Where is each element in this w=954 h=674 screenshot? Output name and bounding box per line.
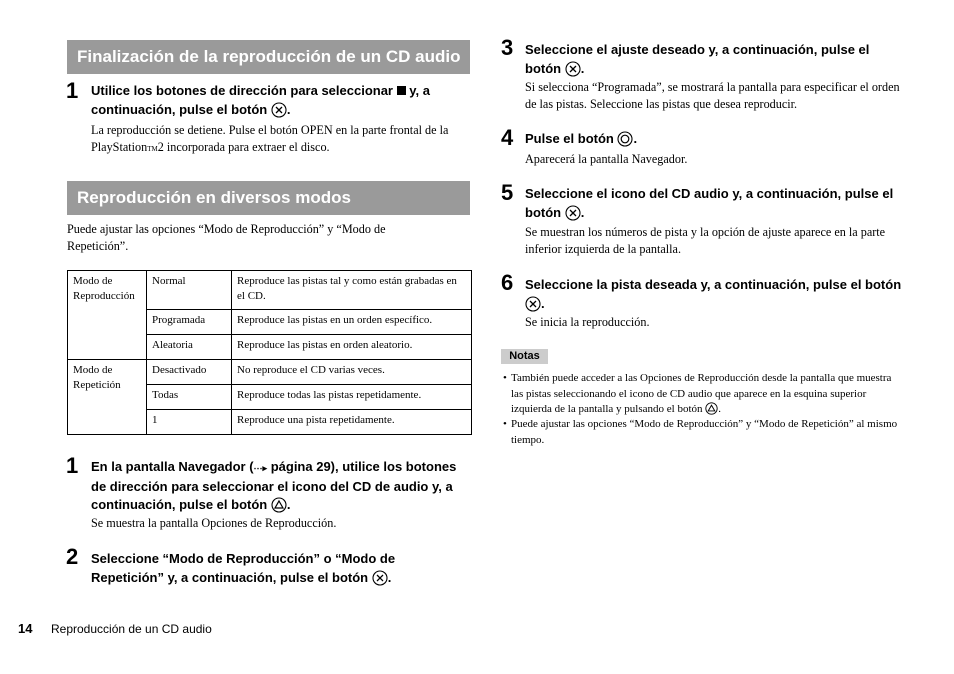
modes-table — [67, 270, 472, 435]
step-title: Utilice los botones de dirección para seleccionar y, a continuación, pulse el botón . — [91, 82, 471, 123]
step-title: Seleccione el ajuste deseado y, a continuación, pulse el botón . — [525, 41, 905, 82]
option-name: Todas — [147, 385, 232, 410]
cross-button-icon — [565, 205, 581, 227]
cross-button-icon — [372, 570, 388, 592]
page-number: 14 — [18, 621, 33, 636]
step-body: Aparecerá la pantalla Navegador. — [525, 152, 688, 166]
step-body: Se muestra la pantalla Opciones de Reproducción. — [91, 516, 337, 530]
step-title: Seleccione “Modo de Reproducción” o “Modo de Repetición” y, a continuación, pulse el botón . — [91, 550, 471, 591]
section-heading-text: Reproducción en diversos modos — [77, 188, 351, 207]
step-title: Pulse el botón . — [525, 130, 905, 153]
step-number: 3 — [501, 35, 514, 60]
circle-button-icon — [617, 131, 633, 153]
footer-title: Reproducción de un CD audio — [51, 622, 212, 636]
table-row — [68, 360, 472, 385]
option-name: Normal — [147, 271, 232, 310]
note-item: • Puede ajustar las opciones “Modo de Reproducción” y “Modo de Repetición” al mismo tiempo. — [503, 418, 898, 446]
step-body: Se inicia la reproducción. — [525, 315, 650, 329]
group-label: Modo de Reproducción — [68, 271, 147, 360]
step-title: Seleccione la pista deseada y, a continuación, pulse el botón . — [525, 276, 910, 317]
section-heading-finalizacion — [67, 40, 470, 74]
step-number: 5 — [501, 180, 514, 205]
step-number: 1 — [66, 453, 79, 478]
note-bullet: • — [503, 418, 507, 430]
group-label: Modo de Repetición — [68, 360, 147, 435]
step-body: Se muestran los números de pista y la opción de ajuste aparece en la parte inferior izquierda de la pantalla. — [525, 225, 886, 256]
option-name: Desactivado — [147, 360, 232, 385]
option-desc: No reproduce el CD varias veces. — [232, 360, 472, 385]
option-name: Programada — [147, 310, 232, 335]
option-desc: Reproduce todas las pistas repetidamente. — [232, 385, 472, 410]
step-number: 6 — [501, 270, 514, 295]
trademark: TM — [147, 144, 158, 153]
option-name: Aleatoria — [147, 335, 232, 360]
step-body: Si selecciona “Programada”, se mostrará la pantalla para especificar el orden de las pistas. Seleccione las pistas que desea reproducir. — [525, 80, 900, 111]
step-title: En la pantalla Navegador (⋯▸ página 29), utilice los botones de dirección para seleccionar el icono del CD de audio y, a continuación, pulse el botón . — [91, 458, 471, 519]
option-desc: Reproduce las pistas tal y como están grabadas en el CD. — [232, 271, 472, 310]
note-bullet: • — [503, 372, 507, 384]
step-number: 1 — [66, 78, 79, 103]
section-heading-modos — [67, 181, 470, 215]
table-row — [68, 271, 472, 310]
section-heading-text: Finalización de la reproducción de un CD audio — [77, 47, 461, 66]
step-number: 4 — [501, 125, 514, 150]
page-reference-arrow-icon: ⋯▸ — [253, 463, 268, 473]
step-body: La reproducción se detiene. Pulse el botón OPEN en la parte frontal de la PlayStationTM2 incorporada para extraer el disco. — [91, 123, 449, 154]
intro-text: Puede ajustar las opciones “Modo de Reproducción” y “Modo de Repetición”. — [67, 222, 386, 253]
option-desc: Reproduce una pista repetidamente. — [232, 410, 472, 435]
cross-button-icon — [271, 102, 287, 124]
step-title: Seleccione el icono del CD audio y, a continuación, pulse el botón . — [525, 185, 905, 226]
note-item: • También puede acceder a las Opciones de Reproducción desde la pantalla que muestra las pistas seleccionando el icono de CD audio que aparece en la esquina superior izquierda de la pantalla y pulsando el botón . — [503, 371, 903, 421]
step-number: 2 — [66, 544, 79, 569]
notes-heading: Notas — [501, 349, 548, 364]
option-desc: Reproduce las pistas en un orden específico. — [232, 310, 472, 335]
option-name: 1 — [147, 410, 232, 435]
option-desc: Reproduce las pistas en orden aleatorio. — [232, 335, 472, 360]
stop-square-icon — [397, 86, 406, 95]
